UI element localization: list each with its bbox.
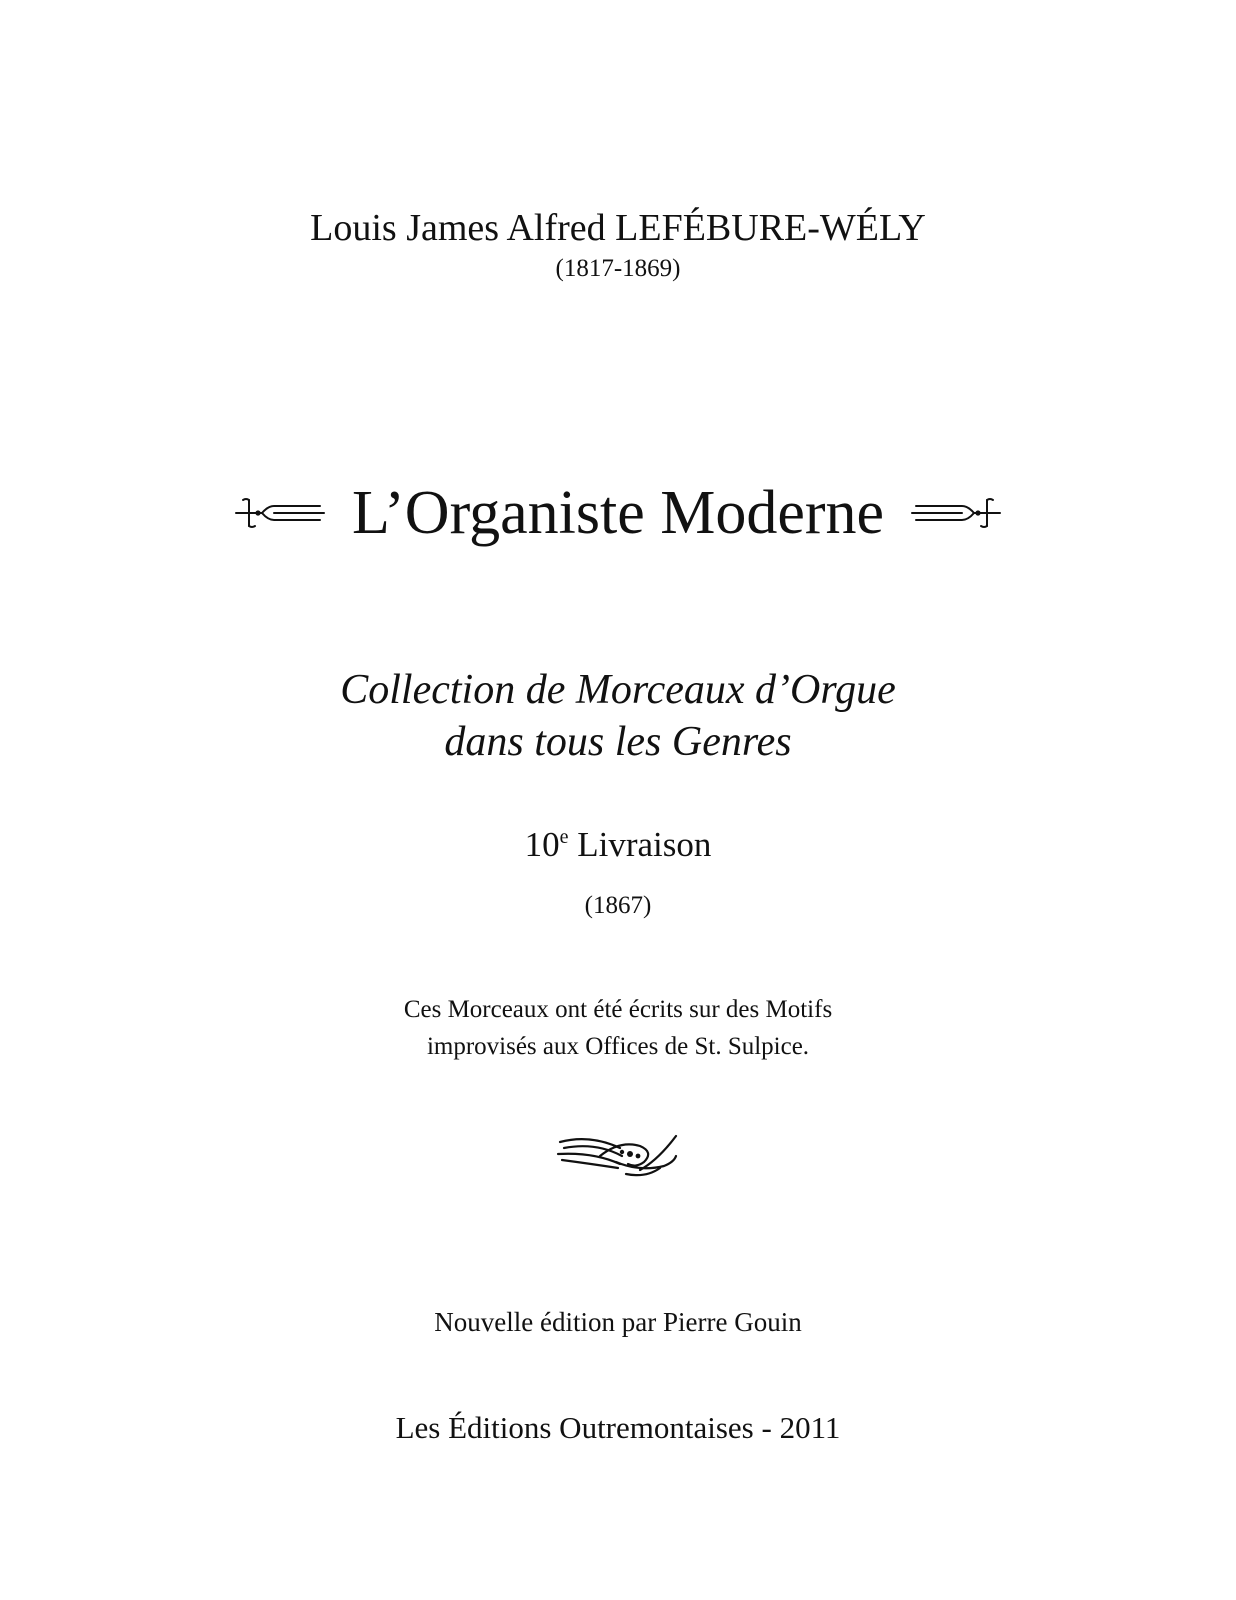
livraison-ordinal-suffix: e: [559, 826, 569, 848]
swirl-ornament: [0, 1130, 1236, 1180]
livraison-number: 10: [524, 825, 560, 864]
main-title: L’Organiste Moderne: [351, 479, 885, 547]
subtitle-line-2: dans tous les Genres: [444, 719, 792, 765]
livraison-label: Livraison: [577, 825, 712, 864]
flourish-ornament-icon: [910, 496, 1002, 530]
note-line-2: improvisés aux Offices de St. Sulpice.: [426, 1033, 810, 1060]
flourish-ornament-icon: [234, 496, 326, 530]
note-line-1: Ces Morceaux ont été écrits sur des Motifs: [403, 996, 833, 1023]
subtitle-line-1: Collection de Morceaux d’Orgue: [340, 667, 896, 713]
title-row: [0, 468, 1236, 558]
composer-dates: (1817-1869): [555, 255, 681, 282]
livraison-heading: [0, 823, 1236, 867]
swirl-ornament-icon: [556, 1130, 680, 1180]
composer-name: Louis James Alfred LEFÉBURE-WÉLY: [310, 207, 926, 249]
editor-credit: Nouvelle édition par Pierre Gouin: [434, 1307, 802, 1337]
publication-year: (1867): [584, 892, 652, 919]
publisher-credit: Les Éditions Outremontaises - 2011: [395, 1410, 841, 1445]
